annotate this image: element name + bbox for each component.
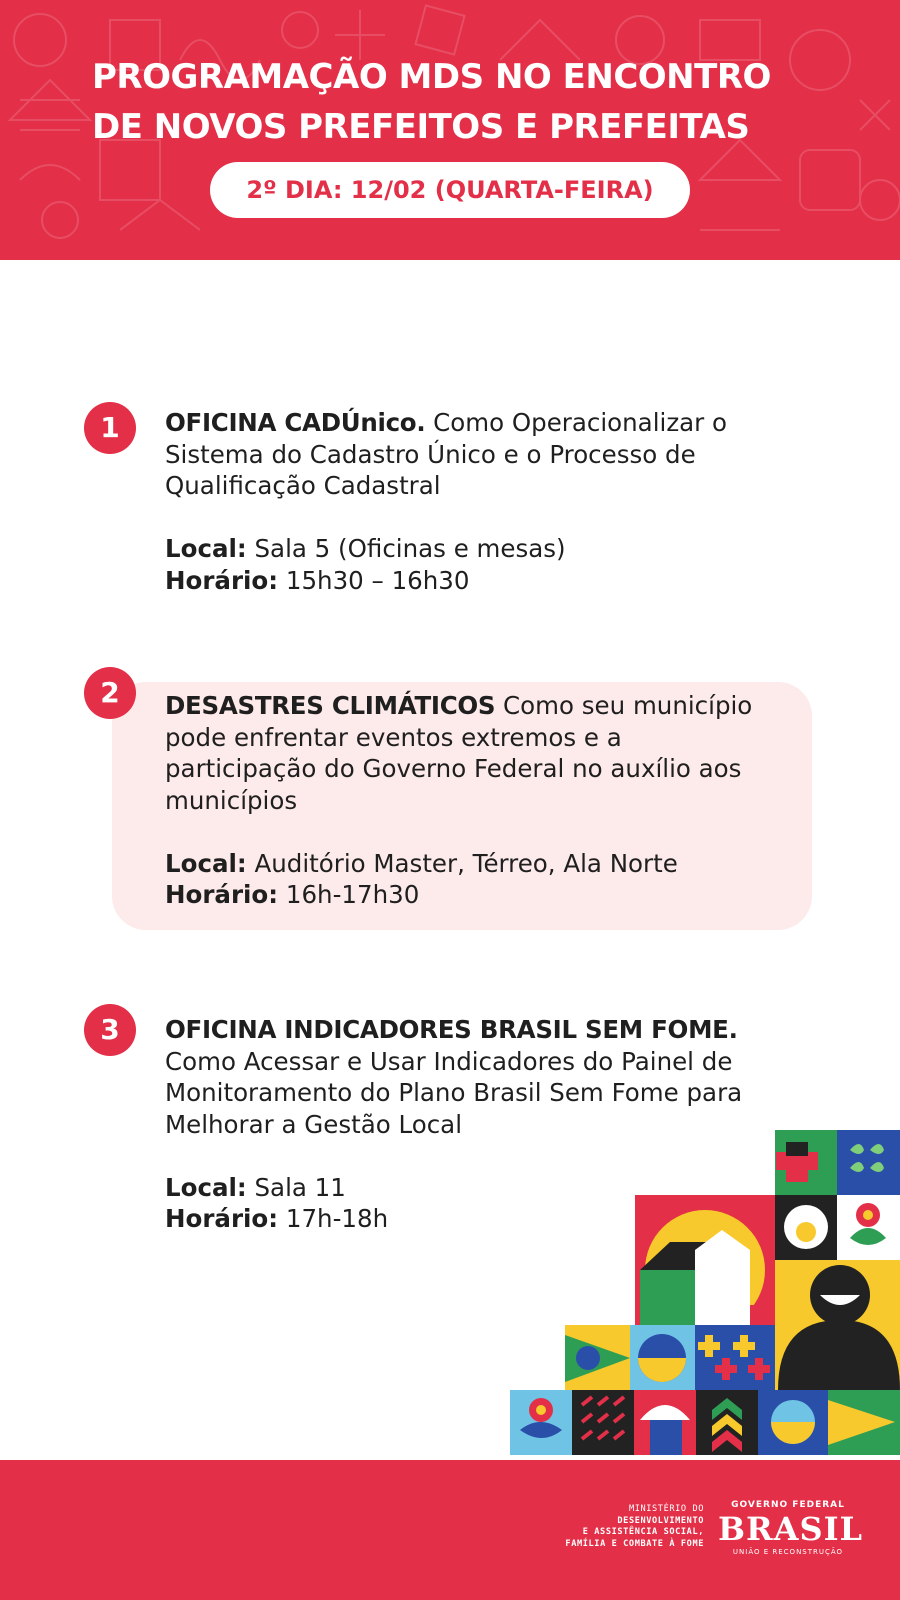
header-banner (0, 0, 900, 260)
item-description: Como seu município pode enfrentar eventos extremos e a participação do Governo Federal no auxílio aos municípios (165, 691, 753, 815)
item-description-block (165, 690, 765, 816)
ministry-line-1: MINISTÉRIO DO (628, 1504, 704, 1514)
title-line-2: DE NOVOS PREFEITOS E PREFEITAS (92, 107, 750, 147)
item-local: Sala 5 (Oficinas e mesas) (254, 534, 566, 563)
item-title: OFICINA INDICADORES BRASIL SEM FOME. (165, 1015, 738, 1044)
ministry-line-4: FAMÍLIA E COMBATE À FOME (565, 1538, 704, 1549)
footer-bar (0, 1460, 900, 1600)
date-pill: 2º DIA: 12/02 (QUARTA-FEIRA) (210, 162, 690, 218)
item-local: Auditório Master, Térreo, Ala Norte (254, 848, 678, 878)
ministry-logo-text (480, 1504, 704, 1550)
item-horario: 16h-17h30 (285, 880, 420, 909)
title-line-1: PROGRAMAÇÃO MDS NO ENCONTRO (92, 57, 771, 97)
item-title: OFICINA CADÚnico. (165, 408, 426, 437)
horario-label: Horário: (165, 565, 279, 595)
item-description: Como Acessar e Usar Indicadores do Painel de Monitoramento do Plano Brasil Sem Fome para Melhorar a Gestão Local (165, 1046, 743, 1139)
gov-top-text: GOVERNO FEDERAL (731, 1500, 845, 1510)
item-meta (165, 848, 765, 911)
local-label: Local: (165, 848, 247, 878)
item-description-block (165, 407, 765, 502)
local-label: Local: (165, 1172, 247, 1202)
item-horario: 17h-18h (285, 1204, 389, 1233)
item-description: Como Operacionalizar o Sistema do Cadastro Único e o Processo de Qualificação Cadastral (165, 408, 728, 500)
gov-sub-text: UNIÃO E RECONSTRUÇÃO (732, 1548, 844, 1556)
item-number-badge: 2 (84, 667, 136, 719)
item-horario: 15h30 – 16h30 (285, 565, 470, 595)
local-label: Local: (165, 534, 247, 563)
item-local: Sala 11 (254, 1172, 346, 1202)
decorative-tile-artwork (510, 1130, 900, 1460)
item-text (165, 407, 765, 596)
ministry-line-3: E ASSISTÊNCIA SOCIAL, (582, 1527, 704, 1537)
gov-brand-text: BRASIL (718, 1510, 864, 1548)
ministry-line-2: DESENVOLVIMENTO (617, 1515, 704, 1526)
horario-label: Horário: (165, 880, 279, 909)
government-logo (718, 1500, 864, 1556)
item-text (165, 690, 765, 911)
horario-label: Horário: (165, 1204, 279, 1233)
item-title: DESASTRES CLIMÁTICOS (165, 691, 496, 720)
item-number-badge: 1 (84, 402, 136, 454)
item-description-block (165, 1014, 765, 1140)
page-title (92, 52, 852, 152)
item-number-badge: 3 (84, 1004, 136, 1056)
item-meta (165, 533, 765, 596)
